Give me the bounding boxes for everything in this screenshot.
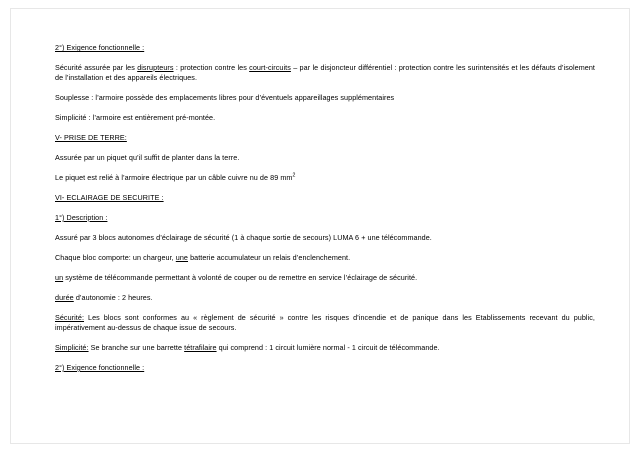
text-run: – par le disjoncteur différentiel : protection contre les surintensités et les défauts d’isolement de l’installation et des appareils électriques.: [55, 62, 596, 83]
text-run: Souplesse : l’armoire possède des emplacements libres pour d’éventuels appareillages supplémentaires: [55, 93, 395, 103]
text-run: Sécurité:: [55, 312, 85, 322]
heading-description: [55, 213, 595, 223]
text-run: Chaque bloc comporte: un chargeur,: [55, 252, 176, 262]
text-run: Se branche sur une barrette: [88, 343, 185, 352]
para-securite-disrupteurs: [55, 63, 595, 84]
text-run: VI- ECLAIRAGE DE SECURITE :: [55, 193, 164, 202]
text-run: Le piquet est relié à l’armoire électrique par un câble cuivre nu de 89 mm: [55, 173, 293, 183]
para-blocs-autonomes: [55, 233, 595, 243]
document-text-body: [55, 43, 595, 383]
text-run: V- PRISE DE TERRE:: [55, 133, 127, 143]
text-run: Assurée par un piquet qu’il suffit de planter dans la terre.: [55, 153, 240, 163]
text-run: tétrafilaire: [184, 343, 217, 352]
text-run: Simplicité:: [55, 343, 89, 352]
para-duree-autonomie: [55, 293, 595, 303]
para-systeme-telecommande: [55, 273, 595, 283]
document-sheet: [10, 8, 630, 444]
text-run: 2°) Exigence fonctionnelle :: [55, 43, 145, 52]
text-run: système de télécommande permettant à volonté de couper ou de remettre en service l’éclairage de sécurité.: [63, 272, 418, 282]
para-simplicite: [55, 113, 595, 123]
text-run: durée: [55, 292, 74, 302]
text-run: Sécurité assurée par les: [55, 62, 138, 72]
text-run: court-circuits: [249, 62, 291, 72]
para-souplesse: [55, 93, 595, 103]
para-piquet-planter: [55, 153, 595, 163]
text-run: 1°) Description :: [55, 212, 108, 222]
text-run: un: [55, 272, 64, 282]
para-simplicite-barrette: [55, 343, 595, 353]
heading-eclairage-securite: [55, 193, 595, 203]
heading-exigence-fonctionnelle-1: [55, 43, 595, 53]
para-chaque-bloc: [55, 253, 595, 263]
text-run: 2: [292, 172, 296, 179]
heading-exigence-fonctionnelle-2: [55, 363, 595, 373]
text-run: Simplicité : l’armoire est entièrement pré-montée.: [55, 113, 216, 123]
text-run: une: [175, 252, 189, 262]
text-run: Assuré par 3 blocs autonomes d’éclairage de sécurité (1 à chaque sortie de secours) LUMA 6 + une télécommande.: [55, 232, 432, 242]
heading-prise-de-terre: [55, 133, 595, 143]
text-run: : protection contre les: [173, 62, 250, 72]
text-run: batterie accumulateur un relais d’enclenchement.: [188, 252, 351, 262]
para-securite-reglement: [55, 313, 595, 334]
text-run: qui comprend : 1 circuit lumière normal - 1 circuit de télécommande.: [216, 343, 440, 352]
text-run: disrupteurs: [137, 62, 174, 72]
text-run: 2°) Exigence fonctionnelle :: [55, 362, 145, 372]
text-run: d’autonomie : 2 heures.: [73, 292, 153, 302]
text-run: Les blocs sont conformes au « règlement de sécurité » contre les risques d’incendie et de panique dans les Etablissements recevant du public, impérativement au-dessus de chaque issue de secours.: [55, 312, 595, 333]
para-piquet-cable: [55, 173, 595, 183]
